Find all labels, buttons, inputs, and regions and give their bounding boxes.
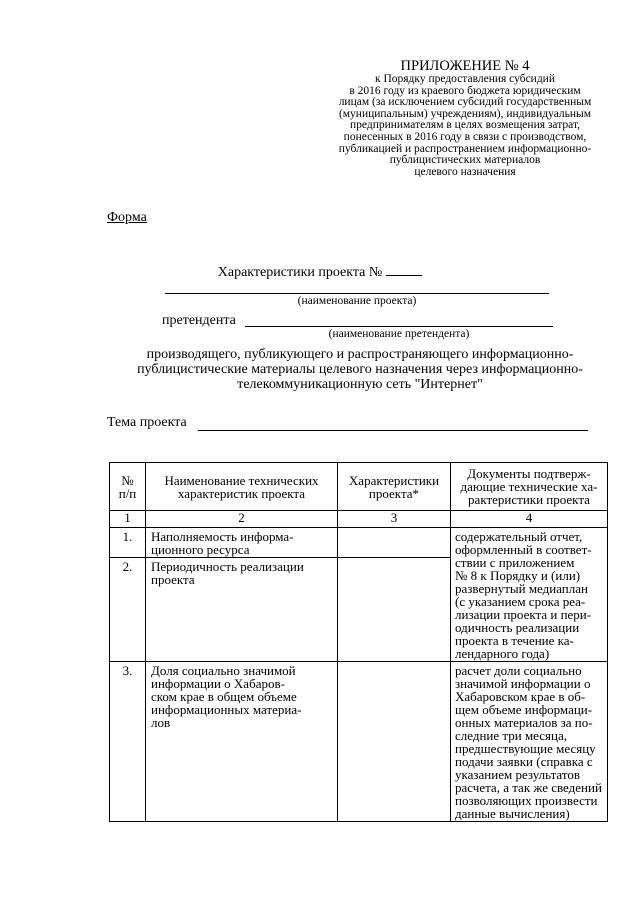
doc-line: щем объеме информаци- bbox=[455, 702, 593, 717]
row-name-line: проекта bbox=[151, 572, 195, 587]
row-name-line: Наполняемость информа- bbox=[151, 529, 294, 544]
row-number: 1. bbox=[110, 528, 146, 558]
header-text: Документы подтверж- bbox=[467, 466, 591, 481]
producer-line: производящего, публикующего и распространяющего информационно- bbox=[146, 347, 574, 362]
row-name-line: Периодичность реализации bbox=[151, 559, 304, 574]
project-name-caption: (наименование проекта) bbox=[297, 295, 417, 307]
producer-line: публицистические материалы целевого назначения через информационно- bbox=[137, 362, 583, 377]
header-text: характеристик проекта bbox=[177, 485, 306, 501]
doc-line: Хабаровском крае в об- bbox=[455, 689, 586, 704]
header-documents bbox=[451, 463, 608, 511]
doc-line: расчета, а так же сведений bbox=[455, 780, 602, 795]
characteristics-table bbox=[109, 462, 608, 822]
header-characteristics bbox=[338, 463, 451, 511]
appendix-line: публикацией и распространением информационно- bbox=[338, 142, 592, 155]
header-number bbox=[110, 463, 146, 511]
row-name-line: лов bbox=[151, 715, 171, 730]
applicant-name-line bbox=[245, 326, 553, 327]
row-number: 2. bbox=[110, 558, 146, 662]
appendix-text bbox=[300, 74, 630, 178]
doc-line: одичность реализации bbox=[455, 620, 580, 635]
doc-line: позволяющих произвести bbox=[455, 793, 598, 808]
doc-line: данные вычисления) bbox=[455, 806, 570, 821]
appendix-line: в 2016 году из краевого бюджета юридическим bbox=[349, 84, 581, 97]
column-number: 4 bbox=[451, 511, 608, 528]
header-text: рактеристики проекта bbox=[468, 492, 590, 507]
form-label: Форма bbox=[107, 210, 147, 225]
appendix-line: лицам (за исключением субсидий государственным bbox=[338, 96, 592, 109]
appendix-line: предпринимателям в целях возмещения затрат, bbox=[349, 119, 580, 132]
doc-line: расчет доли социально bbox=[455, 663, 582, 678]
appendix-line: понесенных в 2016 году в связи с производством, bbox=[343, 130, 587, 143]
doc-line: предшествующие месяцу bbox=[455, 741, 596, 756]
doc-line: подачи заявки (справка с bbox=[455, 754, 593, 769]
header-text: № bbox=[121, 472, 134, 488]
producer-line: телекоммуникационную сеть "Интернет" bbox=[237, 377, 483, 392]
row-name bbox=[146, 662, 338, 822]
applicant-name-caption: (наименование претендента) bbox=[328, 328, 470, 340]
characteristics-title bbox=[0, 263, 640, 281]
row-characteristics-cell bbox=[338, 558, 451, 662]
column-number: 3 bbox=[338, 511, 451, 528]
header-text: проекта* bbox=[368, 485, 420, 501]
doc-line: следние три месяца, bbox=[455, 728, 567, 743]
characteristics-title-text: Характеристики проекта № bbox=[217, 265, 383, 280]
doc-line: (с указанием срока реа- bbox=[455, 594, 586, 609]
appendix-line: (муниципальным) учреждениям), индивидуальным bbox=[338, 107, 592, 120]
producer-description bbox=[105, 347, 615, 392]
header-text: дающие технические ха- bbox=[460, 479, 598, 494]
project-number-blank bbox=[386, 263, 422, 276]
project-name-line bbox=[165, 293, 549, 294]
row-name-line: ционного ресурса bbox=[151, 542, 250, 557]
column-number: 1 bbox=[110, 511, 146, 528]
appendix-line: к Порядку предоставления субсидий bbox=[375, 73, 555, 85]
row-name-line: ском крае в общем объеме bbox=[151, 689, 297, 704]
doc-line: лизации проекта и пери- bbox=[455, 607, 592, 622]
row-name bbox=[146, 558, 338, 662]
header-text: Характеристики bbox=[348, 472, 440, 488]
row-number: 3. bbox=[110, 662, 146, 822]
row-characteristics-cell bbox=[338, 528, 451, 558]
row-documents bbox=[451, 528, 608, 662]
doc-line: содержательный отчет, bbox=[455, 529, 583, 544]
doc-line: ствии с приложением bbox=[455, 555, 575, 570]
topic-label: Тема проекта bbox=[107, 415, 187, 430]
appendix-line: публицистических материалов bbox=[389, 154, 541, 167]
header-name bbox=[146, 463, 338, 511]
doc-line: онных материалов за по- bbox=[455, 715, 593, 730]
row-documents bbox=[451, 662, 608, 822]
row-characteristics-cell bbox=[338, 662, 451, 822]
table-row bbox=[110, 528, 608, 558]
doc-line: указанием результатов bbox=[455, 767, 581, 782]
row-name-line: Доля социально значимой bbox=[151, 663, 296, 678]
appendix-line: целевого назначения bbox=[414, 165, 516, 178]
table-header-row bbox=[110, 463, 608, 511]
applicant-label: претендента bbox=[162, 313, 236, 328]
row-name-line: информационных материа- bbox=[151, 702, 302, 717]
doc-line: развернутый медиаплан bbox=[455, 581, 588, 596]
header-text: п/п bbox=[118, 485, 137, 501]
topic-line bbox=[198, 430, 588, 431]
doc-line: оформленный в соответ- bbox=[455, 542, 592, 557]
doc-line: № 8 к Порядку и (или) bbox=[455, 568, 581, 583]
doc-line: лендарного года) bbox=[455, 646, 550, 661]
row-name-line: информации о Хабаров- bbox=[151, 676, 285, 691]
row-name bbox=[146, 528, 338, 558]
appendix-title: ПРИЛОЖЕНИЕ № 4 bbox=[400, 58, 530, 74]
column-number: 2 bbox=[146, 511, 338, 528]
doc-line: проекта в течение ка- bbox=[455, 633, 574, 648]
doc-line: значимой информации о bbox=[455, 676, 591, 691]
header-text: Наименование технических bbox=[164, 472, 319, 488]
table-row bbox=[110, 662, 608, 822]
column-number-row bbox=[110, 511, 608, 528]
